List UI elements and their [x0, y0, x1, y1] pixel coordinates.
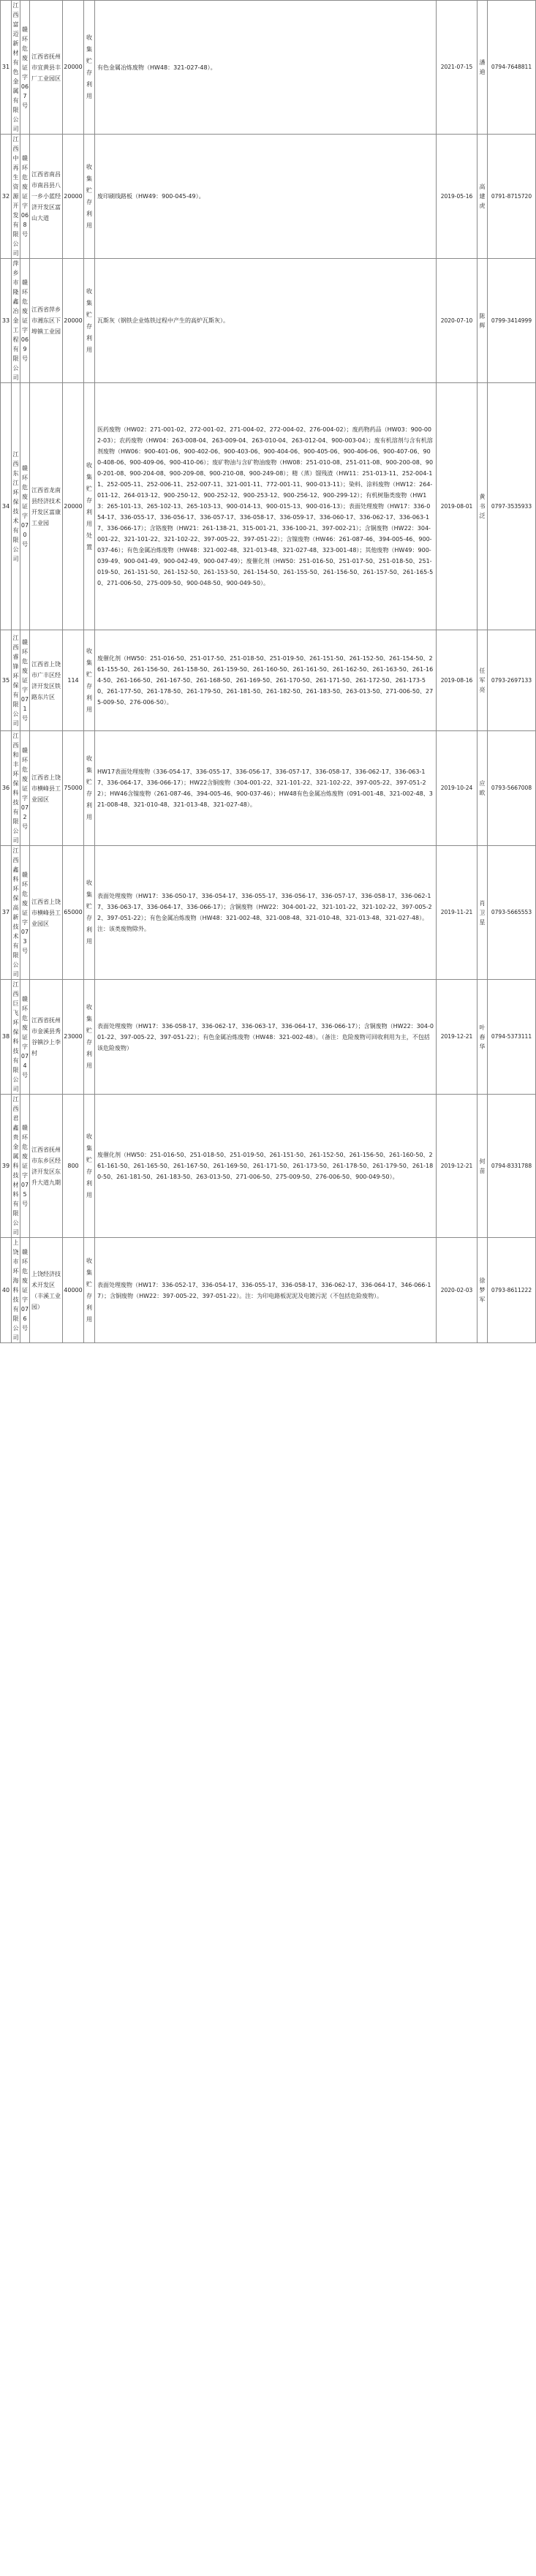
table-row — [1, 259, 536, 383]
waste-categories: 表面处理废物（HW17：336-052-17、336-054-17、336-055-17、336-058-17、336-062-17、336-064-17、346-066-17）；含铜废物（HW22：397-005-22、397-051-22）。注：为印电路板泥泥及电镀污泥（不包括危险废物）。 — [95, 1238, 437, 1343]
waste-categories: 有色金属冶炼废物（HW48：321-027-48）。 — [95, 1, 437, 135]
operation-mode — [84, 135, 95, 259]
operation-mode-item: 利用 — [86, 926, 92, 945]
operation-mode-item: 贮存 — [86, 186, 92, 205]
contact-phone: 0793-5667008 — [488, 731, 536, 846]
operation-mode-item: 贮存 — [86, 1027, 92, 1046]
table-row — [1, 630, 536, 731]
issue-date: 2021-07-15 — [437, 1, 478, 135]
company-name: 江西巨飞环保科技有限公司 — [12, 980, 20, 1095]
operation-mode-item: 贮存 — [86, 485, 92, 504]
license-number: 赣环危废证字071号 — [20, 630, 30, 731]
operation-mode-item: 收集 — [86, 755, 92, 774]
row-number: 33 — [1, 259, 12, 383]
company-address: 江西省上饶市横峰县工业园区 — [30, 731, 63, 846]
contact-phone: 0794-8331788 — [488, 1095, 536, 1238]
operation-mode-item: 贮存 — [86, 1280, 92, 1299]
waste-categories: 表面处理废物（HW17：336-050-17、336-054-17、336-055-17、336-056-17、336-057-17、336-058-17、336-062-17、336-063-17、336-064-17、336-066-17）；含铜废物（HW22：304-001-22、321-101-22、321-102-22、397-005-22、397-051-22）；有色金属冶炼废物（HW48：321-002-48、321-008-48、321-010-48、321-013-48、321-027-48）。注：该类废物除外。 — [95, 846, 437, 980]
table-row — [1, 383, 536, 630]
row-number: 34 — [1, 383, 12, 630]
operation-mode-item: 贮存 — [86, 903, 92, 921]
issue-date: 2019-11-21 — [437, 846, 478, 980]
contact-phone: 0793-5665553 — [488, 846, 536, 980]
license-number: 赣环危废证字073号 — [20, 846, 30, 980]
waste-categories: 医药废物（HW02：271-001-02、272-001-02、271-004-02、272-004-02、276-004-02）；废药物药品（HW03：900-002-03）；农药废物（HW04：263-008-04、263-009-04、263-010-04、263-012-04、900-003-04）；废有机溶剂与含有机溶剂废物（HW06：900-401-06、900-402-06、900-403-06、900-404-06、900-405-06、900-406-06、900-407-06、900-408-06、900-409-06、900-410-06）；废矿物油与含矿物油废物（HW08：251-010-08、251-011-08、900-200-08、900-201-08、900-204-08、900-209-08、900-210-08、900-249-08）；精（蒸）馏残渣（HW11：251-013-11、252-004-11、252-005-11、252-006-11、252-007-11、321-001-11、772-001-11、900-013-11）；染料、涂料废物（HW12：264-011-12、264-013-12、900-250-12、900-252-12、900-253-12、900-256-12、900-299-12）；有机树脂类废物（HW13：265-101-13、265-102-13、265-103-13、900-014-13、900-015-13、900-016-13）；表面处理废物（HW17：336-054-17、336-055-17、336-056-17、336-057-17、336-058-17、336-059-17、336-060-17、336-062-17、336-063-17、336-066-17）；含铬废物（HW21：261-138-21、315-001-21、336-100-21、397-002-21）；含铜废物（HW22：304-001-22、321-101-22、321-102-22、397-005-22、397-051-22）；含镍废物（HW46：261-087-46、394-005-46、900-037-46）；有色金属冶炼废物（HW48：321-002-48、321-013-48、321-027-48、323-001-48）；其他废物（HW49：900-039-49、900-041-49、900-042-49、900-047-49）；废催化剂（HW50：251-016-50、251-017-50、251-018-50、251-019-50、261-151-50、261-152-50、261-153-50、261-154-50、261-155-50、261-156-50、261-157-50、261-165-50、271-006-50、275-009-50、900-048-50、900-049-50）。 — [95, 383, 437, 630]
capacity-quantity: 20000 — [63, 1, 84, 135]
company-address: 上饶经济技术开发区（丰溪工业园） — [30, 1238, 63, 1343]
row-number: 31 — [1, 1, 12, 135]
operation-mode — [84, 259, 95, 383]
contact-person: 任军亮 — [478, 630, 488, 731]
operation-mode — [84, 1238, 95, 1343]
operation-mode — [84, 1, 95, 135]
contact-person: 叶春华 — [478, 980, 488, 1095]
capacity-quantity: 65000 — [63, 846, 84, 980]
company-name: 江西鑫科环保高新技术有限公司 — [12, 846, 20, 980]
capacity-quantity: 23000 — [63, 980, 84, 1095]
contact-phone: 0793-8611222 — [488, 1238, 536, 1343]
row-number: 37 — [1, 846, 12, 980]
contact-phone: 0793-2697133 — [488, 630, 536, 731]
contact-person: 肖卫星 — [478, 846, 488, 980]
row-number: 40 — [1, 1238, 12, 1343]
issue-date: 2020-02-03 — [437, 1238, 478, 1343]
company-name: 萍乡市隆鑫冶金工程有限公司 — [12, 259, 20, 383]
operation-mode-item: 利用 — [86, 508, 92, 527]
waste-categories: 废催化剂（HW50：251-016-50、251-017-50、251-018-50、251-019-50、261-151-50、261-152-50、261-154-50、261-155-50、261-156-50、261-158-50、261-159-50、261-160-50、261-161-50、261-162-50、261-163-50、261-164-50、261-166-50、261-167-50、261-168-50、261-169-50、261-170-50、261-171-50、261-172-50、261-173-50、261-177-50、261-178-50、261-179-50、261-181-50、261-182-50、261-183-50、263-013-50、271-006-50、275-009-50、276-006-50）。 — [95, 630, 437, 731]
company-name: 上饶市环海科技有限公司 — [12, 1238, 20, 1343]
operation-mode-item: 利用 — [86, 1179, 92, 1198]
operation-mode-item: 贮存 — [86, 58, 92, 76]
contact-person: 潘迪 — [478, 1, 488, 135]
company-address: 江西省抚州市宜黄县丰厂工业园区 — [30, 1, 63, 135]
operation-mode-item: 利用 — [86, 1304, 92, 1323]
license-number: 赣环危废证字067号 — [20, 1, 30, 135]
capacity-quantity: 800 — [63, 1095, 84, 1238]
company-address: 江西省龙南县经济技术开发区富康工业园 — [30, 383, 63, 630]
table-row — [1, 731, 536, 846]
operation-mode-item: 收集 — [86, 1257, 92, 1276]
license-number: 赣环危废证字072号 — [20, 731, 30, 846]
contact-phone: 0791-8715720 — [488, 135, 536, 259]
license-number: 赣环危废证字074号 — [20, 980, 30, 1095]
operation-mode-item: 利用 — [86, 81, 92, 99]
operation-mode-item: 利用 — [86, 210, 92, 229]
operation-mode-item: 贮存 — [86, 671, 92, 690]
operation-mode-item: 贮存 — [86, 1156, 92, 1175]
row-number: 36 — [1, 731, 12, 846]
operation-mode-item: 贮存 — [86, 779, 92, 797]
issue-date: 2019-08-01 — [437, 383, 478, 630]
license-number: 赣环危废证字069号 — [20, 259, 30, 383]
operation-mode-item: 利用 — [86, 694, 92, 713]
contact-person: 高建虎 — [478, 135, 488, 259]
capacity-quantity: 75000 — [63, 731, 84, 846]
company-address: 江西省上饶市广丰区经济开发区铁路东片区 — [30, 630, 63, 731]
company-address: 江西省抚州市东乡区经济开发区东升大道九期 — [30, 1095, 63, 1238]
contact-phone: 0794-5373111 — [488, 980, 536, 1095]
issue-date: 2019-10-24 — [437, 731, 478, 846]
company-name: 江西和丰环保科技有限公司 — [12, 731, 20, 846]
contact-person: 黄书泛 — [478, 383, 488, 630]
company-name: 江西君鑫贵金属科技材料有限公司 — [12, 1095, 20, 1238]
operation-mode-item: 收集 — [86, 1133, 92, 1152]
contact-phone: 0797-3535933 — [488, 383, 536, 630]
operation-mode-item: 利用 — [86, 1051, 92, 1069]
contact-phone: 0799-3414999 — [488, 259, 536, 383]
license-number: 赣环危废证字070号 — [20, 383, 30, 630]
contact-person: 何苗 — [478, 1095, 488, 1238]
company-name: 江西东江环保技术有限公司 — [12, 383, 20, 630]
company-address: 江西省萍乡市湘东区下埠镇工业园 — [30, 259, 63, 383]
operation-mode-item: 收集 — [86, 287, 92, 306]
waste-categories: 瓦斯灰（钢铁企业炼铁过程中产生的高炉瓦斯灰）。 — [95, 259, 437, 383]
operation-mode — [84, 630, 95, 731]
issue-date: 2019-12-21 — [437, 1095, 478, 1238]
waste-categories: 表面处理废物（HW17：336-058-17、336-062-17、336-063-17、336-064-17、336-066-17）；含铜废物（HW22：304-001-22、397-005-22、397-051-22）；有色金属冶炼废物（HW48：321-002-48）。（备注：危险废物可回收利用为主，不包括该危险废物） — [95, 980, 437, 1095]
operation-mode-item: 处置 — [86, 532, 92, 551]
capacity-quantity: 20000 — [63, 383, 84, 630]
waste-categories: 废催化剂（HW50：251-016-50、251-018-50、251-019-50、261-151-50、261-152-50、261-156-50、261-160-50、261-161-50、261-165-50、261-167-50、261-169-50、261-171-50、261-173-50、261-178-50、261-179-50、261-180-50、261-181-50、261-183-50、263-013-50、271-006-50、275-009-50、276-006-50、900-049-50）。 — [95, 1095, 437, 1238]
company-name: 江西中再生资源开发有限公司 — [12, 135, 20, 259]
company-address: 江西省抚州市金溪县秀谷镇沙上李村 — [30, 980, 63, 1095]
company-name: 江西睿锋环保有限公司 — [12, 630, 20, 731]
company-name: 江西富迈新材有色金属有限公司 — [12, 1, 20, 135]
operation-mode-item: 利用 — [86, 334, 92, 353]
row-number: 35 — [1, 630, 12, 731]
waste-categories: HW17表面处理废物（336-054-17、336-055-17、336-056-17、336-057-17、336-058-17、336-062-17、336-063-17、336-064-17、336-066-17）；HW22含铜废物（304-001-22、321-101-22、321-102-22、397-005-22、397-051-22）；HW46含镍废物（261-087-46、394-005-46、900-037-46）；HW48有色金属冶炼废物（091-001-48、321-002-48、321-008-48、321-010-48、321-013-48、321-027-48）。 — [95, 731, 437, 846]
capacity-quantity: 20000 — [63, 259, 84, 383]
operation-mode — [84, 846, 95, 980]
issue-date: 2020-07-10 — [437, 259, 478, 383]
issue-date: 2019-05-16 — [437, 135, 478, 259]
company-address: 江西省南昌市南昌县八一乡小蓝经济开发区富山大道 — [30, 135, 63, 259]
operation-mode-item: 收集 — [86, 880, 92, 898]
capacity-quantity: 114 — [63, 630, 84, 731]
operation-mode-item: 收集 — [86, 34, 92, 53]
operation-mode — [84, 980, 95, 1095]
table-row — [1, 135, 536, 259]
table-row — [1, 1, 536, 135]
capacity-quantity: 20000 — [63, 135, 84, 259]
permit-table-body — [1, 1, 536, 1343]
contact-person: 徐梦军 — [478, 1238, 488, 1343]
table-row — [1, 1238, 536, 1343]
company-address: 江西省上饶市横峰县工业园区 — [30, 846, 63, 980]
row-number: 38 — [1, 980, 12, 1095]
contact-person: 应欧 — [478, 731, 488, 846]
license-number: 赣环危废证字068号 — [20, 135, 30, 259]
operation-mode — [84, 731, 95, 846]
operation-mode-item: 收集 — [86, 461, 92, 480]
capacity-quantity: 40000 — [63, 1238, 84, 1343]
row-number: 39 — [1, 1095, 12, 1238]
table-row — [1, 980, 536, 1095]
row-number: 32 — [1, 135, 12, 259]
operation-mode-item: 贮存 — [86, 311, 92, 330]
operation-mode-item: 收集 — [86, 1004, 92, 1022]
issue-date: 2019-12-21 — [437, 980, 478, 1095]
license-number: 赣环危废证字075号 — [20, 1095, 30, 1238]
issue-date: 2019-08-16 — [437, 630, 478, 731]
waste-categories: 废印刷线路板（HW49：900-045-49）。 — [95, 135, 437, 259]
operation-mode — [84, 1095, 95, 1238]
table-row — [1, 1095, 536, 1238]
license-number: 赣环危废证字076号 — [20, 1238, 30, 1343]
table-row — [1, 846, 536, 980]
operation-mode — [84, 383, 95, 630]
contact-phone: 0794-7648811 — [488, 1, 536, 135]
operation-mode-item: 收集 — [86, 163, 92, 182]
operation-mode-item: 利用 — [86, 802, 92, 820]
operation-mode-item: 收集 — [86, 647, 92, 666]
contact-person: 陈辉 — [478, 259, 488, 383]
